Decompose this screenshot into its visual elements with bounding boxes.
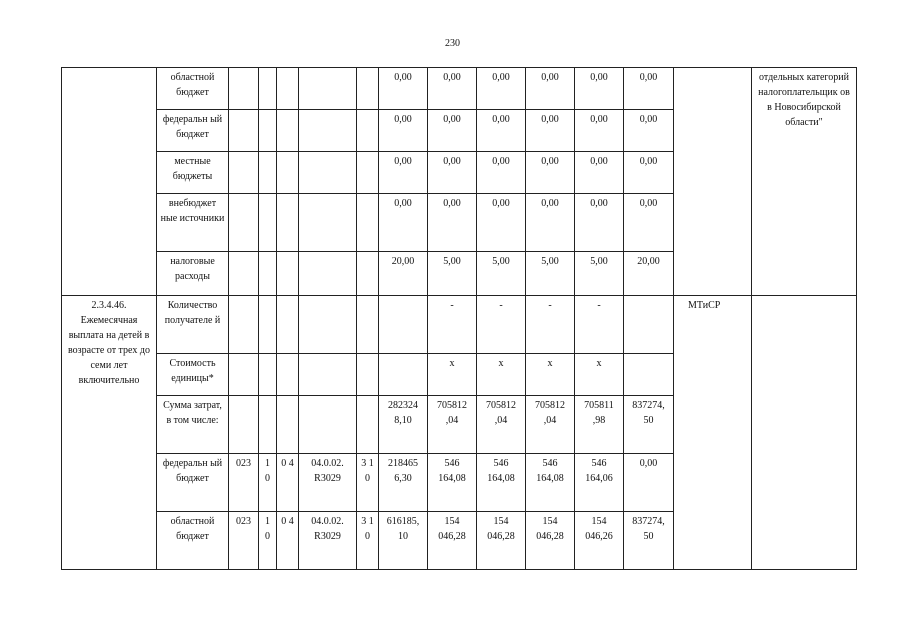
value-cell: 0,00 (379, 110, 428, 152)
value-cell: 546 164,08 (477, 454, 526, 512)
code-cell: 3 1 0 (357, 454, 379, 512)
row-label: внебюджет ные источники (157, 194, 229, 252)
value-cell: 0,00 (477, 110, 526, 152)
measure-name-cell: 2.3.4.46. Ежемесячная выплата на детей в возрасте от трех до семи лет включительно (62, 296, 157, 570)
empty-measure-cell (62, 68, 157, 296)
value-cell: 546 164,08 (526, 454, 575, 512)
value-cell: 0,00 (379, 152, 428, 194)
row-label: федеральн ый бюджет (157, 110, 229, 152)
value-cell: 0,00 (526, 110, 575, 152)
value-cell: 0,00 (526, 152, 575, 194)
value-cell: 282324 8,10 (379, 396, 428, 454)
value-cell: 154 046,28 (477, 512, 526, 570)
row-label: местные бюджеты (157, 152, 229, 194)
empty-program-cell (752, 296, 857, 570)
value-cell: 5,00 (526, 252, 575, 296)
value-cell: 5,00 (428, 252, 477, 296)
code-cell: 1 0 (259, 512, 277, 570)
program-name-cell: отдельных категорий налогоплательщик ов в Новосибирской области" (752, 68, 857, 296)
value-cell: 0,00 (624, 152, 674, 194)
value-cell: 0,00 (624, 68, 674, 110)
table-row (62, 296, 857, 354)
value-cell: 546 164,08 (428, 454, 477, 512)
value-cell: - (428, 296, 477, 354)
value-cell: 0,00 (477, 152, 526, 194)
value-cell: 0,00 (575, 152, 624, 194)
value-cell: 705812 ,04 (428, 396, 477, 454)
value-cell: 0,00 (428, 152, 477, 194)
value-cell: 837274, 50 (624, 396, 674, 454)
value-cell (624, 354, 674, 396)
value-cell: x (428, 354, 477, 396)
code-cell: 023 (229, 512, 259, 570)
value-cell: x (575, 354, 624, 396)
code-cell: 3 1 0 (357, 512, 379, 570)
code-cell: 04.0.02. R3029 (299, 512, 357, 570)
value-cell: 0,00 (575, 194, 624, 252)
code-cell: 0 4 (277, 454, 299, 512)
value-cell: 154 046,28 (428, 512, 477, 570)
code-cell: 04.0.02. R3029 (299, 454, 357, 512)
value-cell: 0,00 (575, 110, 624, 152)
row-label: Сумма затрат, в том числе: (157, 396, 229, 454)
value-cell: 837274, 50 (624, 512, 674, 570)
executor-cell: МТиСР (674, 296, 752, 570)
value-cell: 0,00 (624, 454, 674, 512)
budget-table (61, 67, 857, 570)
value-cell: - (526, 296, 575, 354)
value-cell: 705812 ,04 (477, 396, 526, 454)
value-cell (379, 354, 428, 396)
row-label: областной бюджет (157, 68, 229, 110)
value-cell: 0,00 (624, 194, 674, 252)
value-cell: 0,00 (477, 194, 526, 252)
value-cell: 154 046,28 (526, 512, 575, 570)
row-label: Количество получателе й (157, 296, 229, 354)
value-cell (379, 296, 428, 354)
value-cell: 5,00 (575, 252, 624, 296)
value-cell: x (526, 354, 575, 396)
value-cell: 20,00 (624, 252, 674, 296)
row-label: Стоимость единицы* (157, 354, 229, 396)
code-cell: 1 0 (259, 454, 277, 512)
row-label: налоговые расходы (157, 252, 229, 296)
value-cell: 0,00 (428, 68, 477, 110)
value-cell: 5,00 (477, 252, 526, 296)
value-cell: 546 164,06 (575, 454, 624, 512)
value-cell: 154 046,26 (575, 512, 624, 570)
code-cell: 0 4 (277, 512, 299, 570)
value-cell: 0,00 (624, 110, 674, 152)
value-cell: 218465 6,30 (379, 454, 428, 512)
value-cell (624, 296, 674, 354)
value-cell: 0,00 (379, 194, 428, 252)
value-cell: - (477, 296, 526, 354)
value-cell: - (575, 296, 624, 354)
value-cell: x (477, 354, 526, 396)
empty-executor-cell (674, 68, 752, 296)
value-cell: 705812 ,04 (526, 396, 575, 454)
table-row (62, 68, 857, 110)
value-cell: 0,00 (379, 68, 428, 110)
value-cell: 20,00 (379, 252, 428, 296)
value-cell: 0,00 (477, 68, 526, 110)
row-label: федеральн ый бюджет (157, 454, 229, 512)
code-cell: 023 (229, 454, 259, 512)
value-cell: 705811 ,98 (575, 396, 624, 454)
value-cell: 0,00 (428, 110, 477, 152)
value-cell: 0,00 (526, 68, 575, 110)
page-number: 230 (445, 38, 460, 49)
value-cell: 0,00 (526, 194, 575, 252)
value-cell: 0,00 (428, 194, 477, 252)
value-cell: 616185, 10 (379, 512, 428, 570)
value-cell: 0,00 (575, 68, 624, 110)
row-label: областной бюджет (157, 512, 229, 570)
